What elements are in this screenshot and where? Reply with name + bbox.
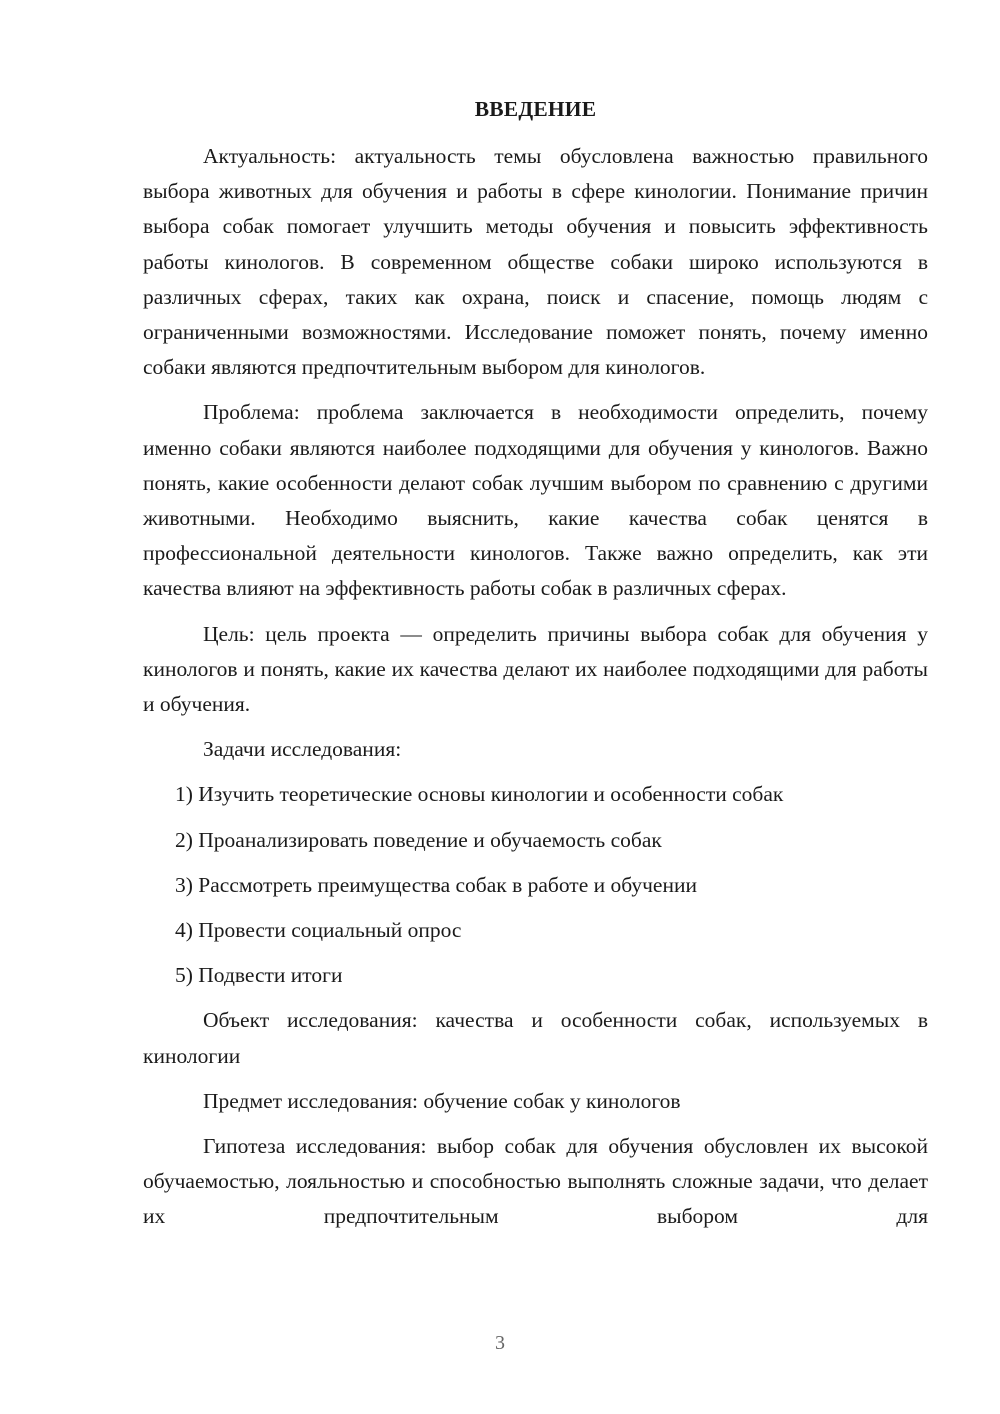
task-item: 1) Изучить теоретические основы кинологии и особенности собак	[175, 782, 784, 807]
tasks-label: Задачи исследования:	[203, 737, 402, 762]
task-item: 5) Подвести итоги	[175, 963, 343, 988]
tasks-list	[143, 777, 928, 993]
object-paragraph: Объект исследования: качества и особенности собак, используемых в кинологии	[143, 1008, 928, 1068]
page-number: 3	[495, 1332, 505, 1354]
hypothesis-paragraph: Гипотеза исследования: выбор собак для обучения обусловлен их высокой обучаемостью, лояльностью и способностью выполнять сложные задачи, что делает их предпочтительным выбором для	[143, 1134, 928, 1229]
problem-paragraph: Проблема: проблема заключается в необходимости определить, почему именно собаки являются наиболее подходящими для обучения у кинологов. Важно понять, какие особенности делают собак лучшим выбором по сравнению с другими животными. Необходимо выяснить, какие качества собак ценятся в профессиональной деятельности кинологов. Также важно определить, как эти качества влияют на эффективность работы собак в различных сферах.	[143, 400, 928, 601]
task-item: 3) Рассмотреть преимущества собак в работе и обучении	[175, 872, 697, 897]
subject-paragraph: Предмет исследования: обучение собак у кинологов	[203, 1088, 681, 1113]
document-page	[143, 92, 928, 1245]
goal-paragraph: Цель: цель проекта — определить причины выбора собак для обучения у кинологов и понять, какие их качества делают их наиболее подходящими для работы и обучения.	[143, 621, 928, 717]
task-item: 4) Провести социальный опрос	[175, 918, 462, 943]
relevance-paragraph: Актуальность: актуальность темы обусловлена важностью правильного выбора животных для обучения и работы в сфере кинологии. Понимание причин выбора собак помогает улучшить методы обучения и повысить эффективность работы кинологов. В современном обществе собаки широко используются в различных сферах, таких как охрана, поиск и спасение, помощь людям с ограниченными возможностями. Исследование поможет понять, почему именно собаки являются предпочтительным выбором для кинологов.	[143, 144, 928, 380]
section-heading: ВВЕДЕНИЕ	[474, 97, 597, 121]
task-item: 2) Проанализировать поведение и обучаемость собак	[175, 827, 662, 852]
